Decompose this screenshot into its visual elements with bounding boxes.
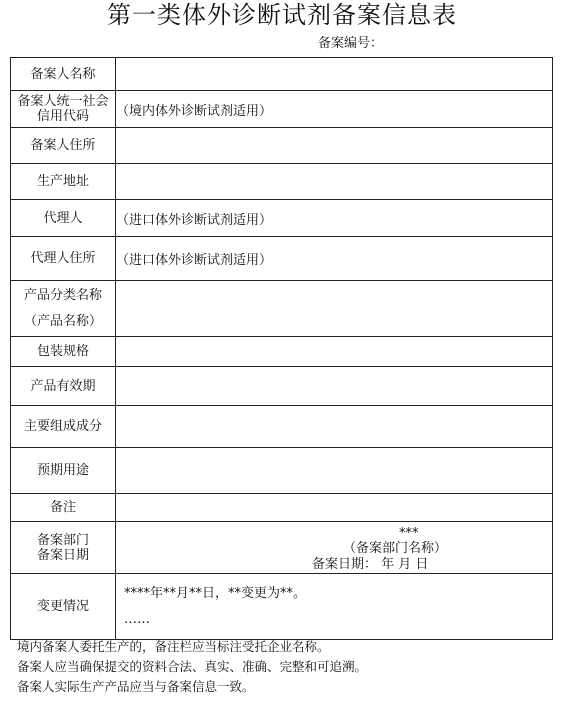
filing-date: 备案日期： 年 月 日 <box>312 557 429 572</box>
row-label: 产品有效期 <box>11 367 116 406</box>
row-label: 备案人名称 <box>11 58 116 91</box>
table-row <box>11 200 553 237</box>
row-label: 备案人住所 <box>11 128 116 164</box>
row-label-line: 备案部门 <box>36 532 89 548</box>
row-label-line: 备案日期 <box>36 547 89 563</box>
table-row <box>11 91 553 128</box>
table-row <box>11 522 553 574</box>
change-ellipsis: …… <box>124 612 150 627</box>
table-row <box>11 574 553 640</box>
filing-dept-cell <box>116 522 553 574</box>
table-row <box>11 164 553 200</box>
row-label: 备案人统一社会信用代码 <box>11 91 116 128</box>
row-label: 预期用途 <box>11 448 116 494</box>
table-row <box>11 494 553 522</box>
footer-notes <box>17 637 367 697</box>
row-label <box>11 522 116 574</box>
row-label: 变更情况 <box>11 574 116 640</box>
production-address-field[interactable] <box>116 164 553 200</box>
row-label <box>11 281 116 337</box>
dept-name: （备案部门名称） <box>343 541 448 556</box>
filing-number-label: 备案编号： <box>318 36 384 51</box>
row-label: 代理人 <box>11 200 116 237</box>
row-label-line: 产品分类名称 <box>23 287 102 303</box>
table-row <box>11 337 553 367</box>
table-row <box>11 367 553 406</box>
agent-field[interactable]: （进口体外诊断试剂适用） <box>116 200 553 237</box>
filer-address-field[interactable] <box>116 128 553 164</box>
remarks-field[interactable] <box>116 494 553 522</box>
table-row <box>11 406 553 448</box>
note-line: 境内备案人委托生产的，备注栏应当标注受托企业名称。 <box>17 639 330 654</box>
row-label: 主要组成成分 <box>11 406 116 448</box>
credit-code-field[interactable]: （境内体外诊断试剂适用） <box>116 91 553 128</box>
form-title: 第一类体外诊断试剂备案信息表 <box>107 1 457 29</box>
filer-name-field[interactable] <box>116 58 553 91</box>
change-info-cell[interactable] <box>116 574 553 640</box>
row-label-line: （产品名称） <box>23 313 102 329</box>
row-label: 代理人住所 <box>11 237 116 281</box>
row-label: 包装规格 <box>11 337 116 367</box>
change-entry: ****年**月**日，**变更为**。 <box>124 586 307 601</box>
dept-stars: *** <box>399 526 419 541</box>
product-name-field[interactable] <box>116 281 553 337</box>
main-components-field[interactable] <box>116 406 553 448</box>
shelf-life-field[interactable] <box>116 367 553 406</box>
note-line: 备案人实际生产产品应当与备案信息一致。 <box>17 679 255 694</box>
filing-form-table <box>10 57 553 640</box>
table-row <box>11 281 553 337</box>
table-row <box>11 448 553 494</box>
table-row <box>11 128 553 164</box>
note-line: 备案人应当确保提交的资料合法、真实、准确、完整和可追溯。 <box>17 659 368 674</box>
row-label: 生产地址 <box>11 164 116 200</box>
row-label: 备注 <box>11 494 116 522</box>
agent-address-field[interactable]: （进口体外诊断试剂适用） <box>116 237 553 281</box>
table-row <box>11 237 553 281</box>
intended-use-field[interactable] <box>116 448 553 494</box>
table-row <box>11 58 553 91</box>
package-spec-field[interactable] <box>116 337 553 367</box>
